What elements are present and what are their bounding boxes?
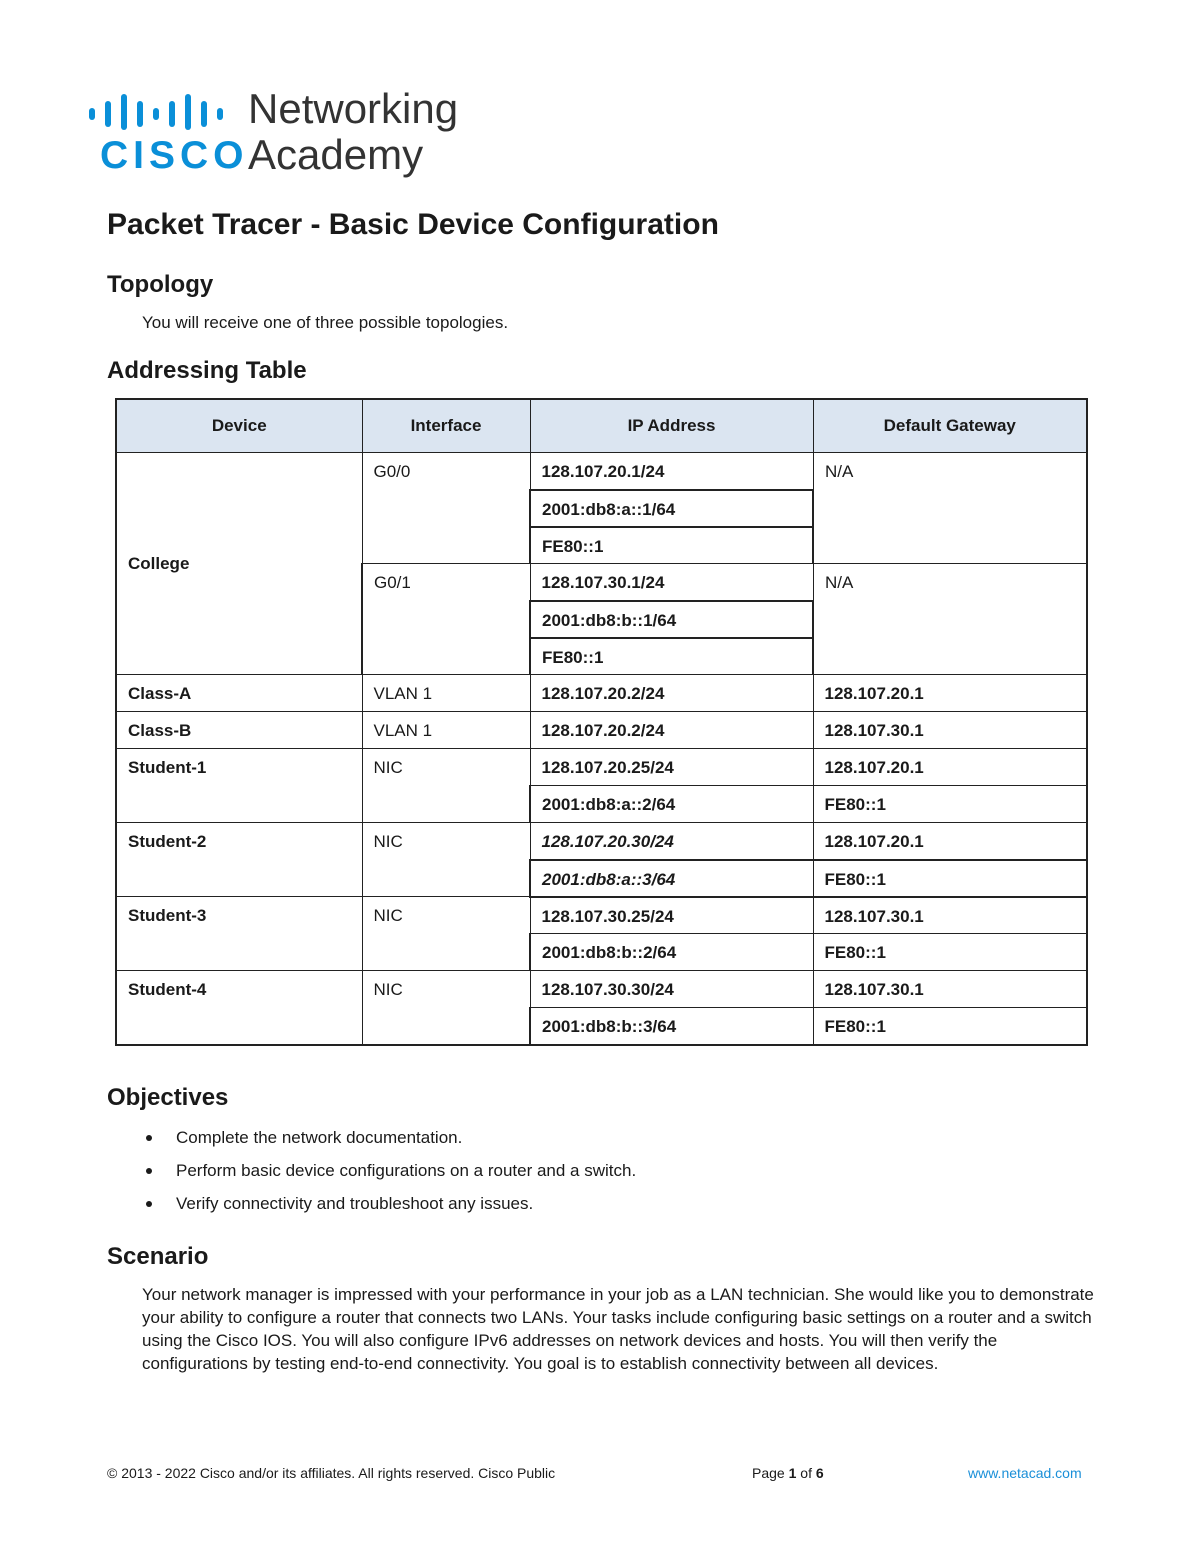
footer-copyright: © 2013 - 2022 Cisco and/or its affiliates. All rights reserved. Cisco Public — [107, 1465, 556, 1481]
ip-cell: 128.107.30.30/24 — [530, 971, 813, 1008]
gateway-cell: 128.107.30.1 — [813, 712, 1087, 749]
ip-cell: FE80::1 — [530, 638, 813, 675]
interface-cell: VLAN 1 — [362, 712, 530, 749]
cisco-wordmark: CISCO — [100, 134, 249, 177]
interface-cell: NIC — [362, 971, 530, 1045]
device-class-a: Class-A — [116, 675, 362, 712]
device-student-2: Student-2 — [116, 823, 362, 897]
interface-cell: NIC — [362, 823, 530, 897]
bullet-icon — [146, 1201, 152, 1207]
gateway-cell: N/A — [813, 453, 1087, 564]
header-default-gateway: Default Gateway — [813, 399, 1087, 453]
networking-academy-logo — [88, 84, 468, 180]
objectives-list — [142, 1124, 636, 1223]
interface-cell: NIC — [362, 897, 530, 971]
header-ip-address: IP Address — [530, 399, 813, 453]
scenario-text: Your network manager is impressed with your performance in your job as a LAN technician. She would like you to demonstrate your ability to configure a router that connects two LANs. Your tasks include configuring basic settings on a router and a switch using the Cisco IOS. You will also configure IPv6 addresses on network devices and hosts. You will then verify the configurations by testing end-to-end connectivity. You goal is to establish connectivity between all devices. — [142, 1285, 1094, 1373]
page-current: 1 — [788, 1465, 797, 1481]
table-header-row — [116, 399, 1087, 453]
page-title: Packet Tracer - Basic Device Configuration — [107, 208, 719, 241]
table-row — [116, 749, 1087, 786]
list-item — [142, 1190, 636, 1223]
page-of: of — [800, 1465, 812, 1481]
gateway-cell: FE80::1 — [813, 934, 1087, 971]
logo-academy: Academy — [248, 131, 424, 178]
ip-cell: 2001:db8:b::1/64 — [530, 601, 813, 638]
ip-cell: 2001:db8:a::1/64 — [530, 490, 813, 527]
bullet-icon — [146, 1168, 152, 1174]
ip-cell: 2001:db8:a::2/64 — [530, 786, 813, 823]
addressing-table — [115, 398, 1088, 1046]
topology-heading: Topology — [107, 271, 214, 298]
device-student-4: Student-4 — [116, 971, 362, 1045]
gateway-cell: FE80::1 — [813, 1008, 1087, 1045]
ip-cell: 2001:db8:a::3/64 — [530, 860, 813, 897]
table-row — [116, 971, 1087, 1008]
bullet-icon — [146, 1135, 152, 1141]
ip-cell: 128.107.30.1/24 — [530, 564, 813, 601]
ip-cell: 128.107.20.25/24 — [530, 749, 813, 786]
table-row — [116, 823, 1087, 860]
device-class-b: Class-B — [116, 712, 362, 749]
gateway-cell: 128.107.30.1 — [813, 971, 1087, 1008]
gateway-cell: 128.107.30.1 — [813, 897, 1087, 934]
topology-text: You will receive one of three possible topologies. — [142, 313, 509, 332]
ip-cell: 128.107.20.2/24 — [530, 675, 813, 712]
page-label: Page — [752, 1465, 785, 1481]
interface-g00: G0/0 — [362, 453, 530, 564]
header-interface: Interface — [362, 399, 530, 453]
ip-cell: 128.107.20.2/24 — [530, 712, 813, 749]
objectives-heading: Objectives — [107, 1084, 229, 1111]
interface-g01: G0/1 — [362, 564, 530, 675]
interface-cell: NIC — [362, 749, 530, 823]
footer-link[interactable]: www.netacad.com — [968, 1465, 1082, 1481]
device-student-3: Student-3 — [116, 897, 362, 971]
objective-text: Complete the network documentation. — [176, 1128, 463, 1147]
table-row — [116, 453, 1087, 490]
gateway-cell: 128.107.20.1 — [813, 823, 1087, 860]
header-device: Device — [116, 399, 362, 453]
ip-cell: FE80::1 — [530, 527, 813, 564]
footer-page-number — [752, 1465, 824, 1481]
device-student-1: Student-1 — [116, 749, 362, 823]
list-item — [142, 1157, 636, 1190]
device-college: College — [116, 453, 362, 675]
gateway-cell: FE80::1 — [813, 786, 1087, 823]
ip-cell: 128.107.20.30/24 — [530, 823, 813, 860]
addressing-heading: Addressing Table — [107, 357, 307, 384]
table-row — [116, 675, 1087, 712]
page-total: 6 — [815, 1465, 824, 1481]
ip-cell: 128.107.30.25/24 — [530, 897, 813, 934]
logo-networking: Networking — [248, 85, 459, 132]
ip-cell: 2001:db8:b::2/64 — [530, 934, 813, 971]
interface-cell: VLAN 1 — [362, 675, 530, 712]
table-row — [116, 897, 1087, 934]
ip-cell: 128.107.20.1/24 — [530, 453, 813, 490]
scenario-heading: Scenario — [107, 1243, 209, 1270]
list-item — [142, 1124, 636, 1157]
ip-cell: 2001:db8:b::3/64 — [530, 1008, 813, 1045]
table-row — [116, 712, 1087, 749]
cisco-bars-icon — [88, 94, 238, 130]
gateway-cell: 128.107.20.1 — [813, 675, 1087, 712]
objective-text: Perform basic device configurations on a router and a switch. — [176, 1161, 637, 1180]
objective-text: Verify connectivity and troubleshoot any issues. — [176, 1194, 534, 1213]
gateway-cell: 128.107.20.1 — [813, 749, 1087, 786]
gateway-cell: FE80::1 — [813, 860, 1087, 897]
gateway-cell: N/A — [813, 564, 1087, 675]
